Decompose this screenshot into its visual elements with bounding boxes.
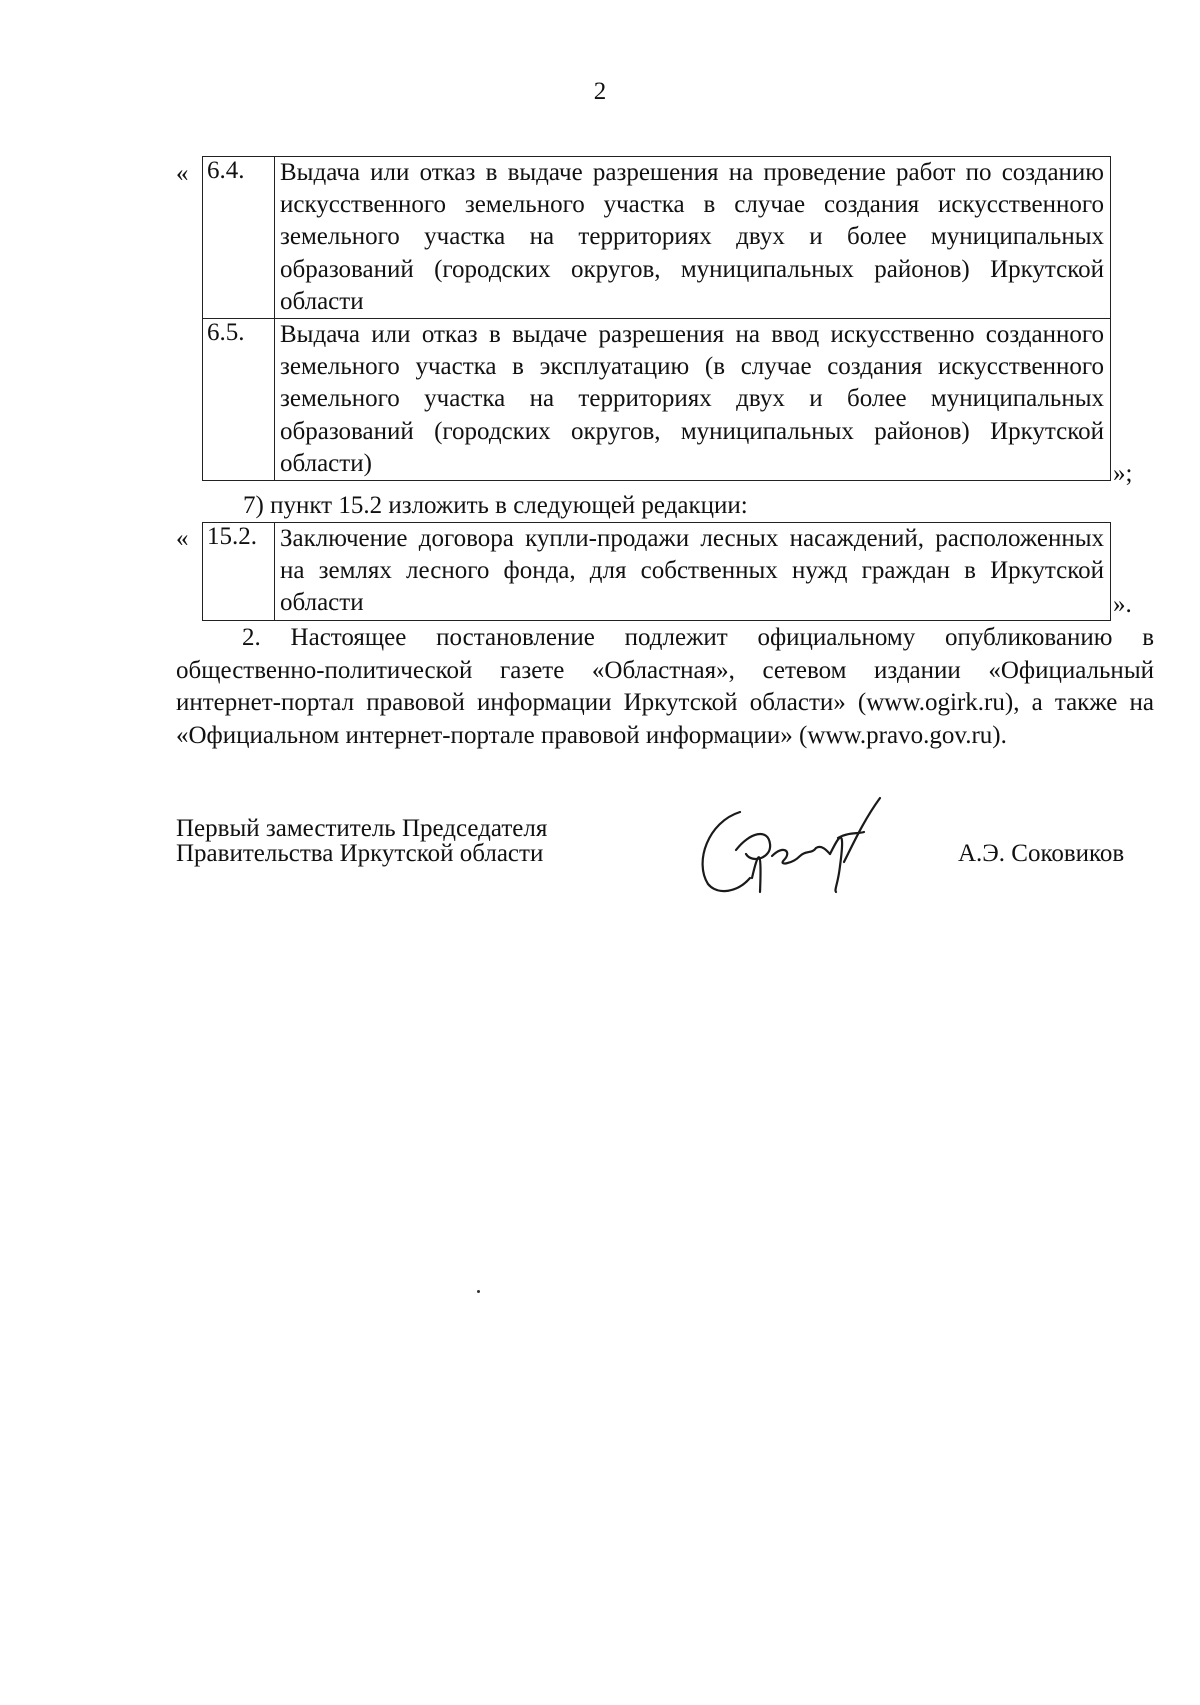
row-text: Выдача или отказ в выдаче разрешения на ввод искусственно созданного земельного участка в эксплуатацию (в случае создания искусственного земельного участка на территориях двух и более муниципальных образований (городских округов, муниципальных районов) Иркутской области): [275, 319, 1111, 481]
row-number: 6.5.: [203, 319, 275, 481]
close-quote-a: »;: [1113, 460, 1133, 487]
handwritten-signature: [688, 792, 908, 902]
stray-dot: [477, 1290, 480, 1293]
open-quote-a: «: [176, 160, 189, 187]
row-text: Заключение договора купли-продажи лесных насаждений, расположенных на землях лесного фонда, для собственных нужд граждан в Иркутской области: [275, 523, 1111, 621]
row-number: 15.2.: [203, 523, 275, 621]
page-number: 2: [593, 78, 607, 105]
row-number: 6.4.: [203, 157, 275, 319]
signatory-name: А.Э. Соковиков: [958, 840, 1125, 867]
row-text: Выдача или отказ в выдаче разрешения на проведение работ по созданию искусственного земельного участка в случае создания искусственного земельного участка на территориях двух и более муниципальных образований (городских округов, муниципальных районов) Иркутской области: [275, 157, 1111, 319]
table-row: [203, 319, 1111, 481]
table-row: [203, 157, 1111, 319]
signatory-title: [176, 816, 547, 866]
publication-paragraph: 2. Настоящее постановление подлежит официальному опубликованию в общественно-политической газете «Областная», сетевом издании «Официальный интернет-портал правовой информации Иркутской области» (www.ogirk.ru), а также на «Официальном интернет-портале правовой информации» (www.pravo.gov.ru).: [176, 624, 1154, 749]
amendment-table-b: [202, 522, 1111, 621]
table-row: [203, 523, 1111, 621]
close-quote-b: ».: [1113, 591, 1132, 618]
signatory-title-line-1: Первый заместитель Председателя: [176, 815, 548, 842]
item-7-line: 7) пункт 15.2 изложить в следующей редакции:: [243, 492, 748, 519]
amendment-table-a: [202, 156, 1111, 481]
open-quote-b: «: [176, 525, 189, 552]
signatory-title-line-2: Правительства Иркутской области: [176, 840, 544, 867]
